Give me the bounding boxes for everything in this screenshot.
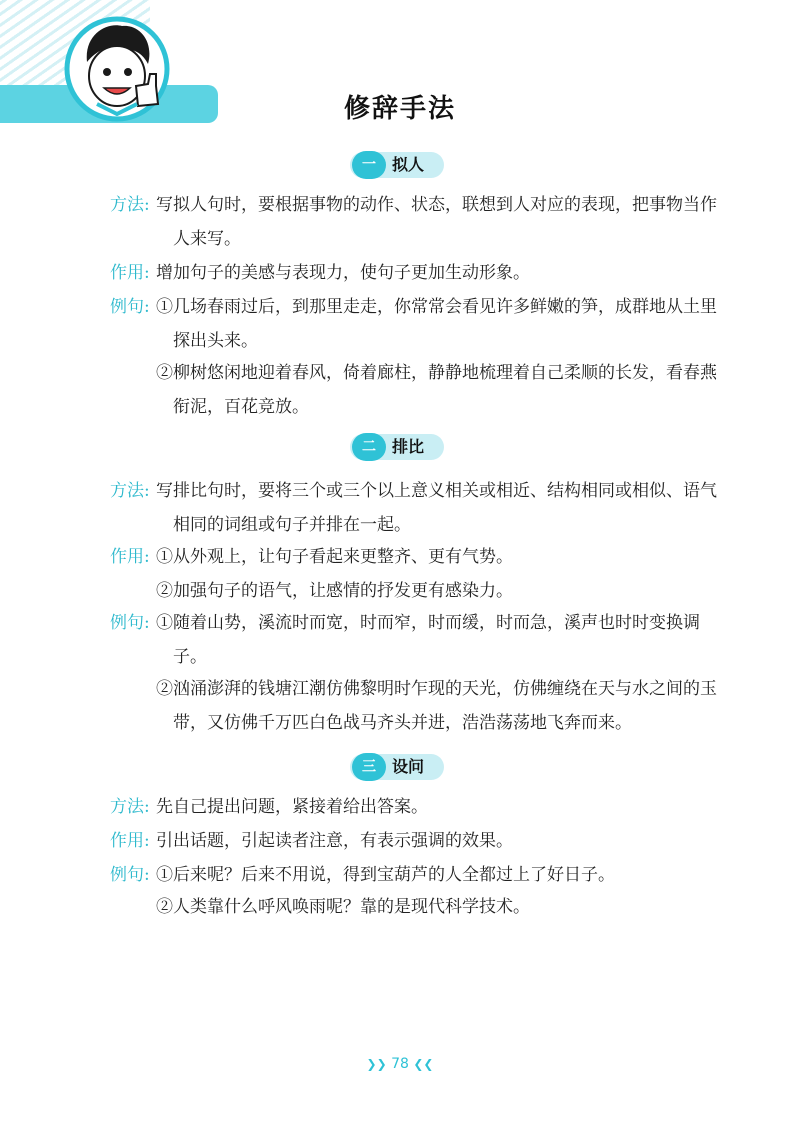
example-row [110,290,725,358]
example-text: ②人类靠什么呼风唤雨呢？靠的是现代科学技术。 [156,897,530,917]
effect-label: 作用: [110,263,150,283]
page-number-text: 78 [391,1056,409,1072]
effect-row [110,574,725,608]
example-text: ②汹涌澎湃的钱塘江潮仿佛黎明时乍现的天光，仿佛缠绕在天与水之间的玉带，又仿佛千万匹白色战马齐头并进，浩浩荡荡地飞奔而来。 [156,679,717,733]
section-title: 设问 [392,757,425,776]
method-row [110,188,725,256]
example-row [110,890,725,924]
section-title: 拟人 [392,155,425,174]
effect-label: 作用: [110,547,150,567]
method-text: 写拟人句时，要根据事物的动作、状态，联想到人对应的表现，把事物当作人来写。 [156,195,717,249]
effect-label: 作用: [110,831,150,851]
effect-row [110,540,725,574]
section-heading-parallelism [0,434,800,464]
example-row [110,672,725,740]
method-label: 方法: [110,797,150,817]
effect-text: ①从外观上，让句子看起来更整齐、更有气势。 [156,547,513,567]
section-title: 排比 [392,437,425,456]
chevron-right-icon: ❯❯ [366,1057,387,1071]
example-row [110,858,725,892]
page-number [0,1056,800,1072]
method-label: 方法: [110,481,150,501]
section-number-badge: 三 [352,753,386,781]
effect-row [110,256,725,290]
example-label: 例句: [110,865,150,885]
section-heading-rhetorical-question [0,754,800,784]
page-title: 修辞手法 [343,94,456,124]
effect-text: 引出话题，引起读者注意，有表示强调的效果。 [156,831,513,851]
example-text: ①几场春雨过后，到那里走走，你常常会看见许多鲜嫩的笋，成群地从土里探出头来。 [156,297,717,351]
chevron-left-icon: ❮❮ [413,1057,434,1071]
example-label: 例句: [110,297,150,317]
effect-row [110,824,725,858]
method-row [110,790,725,824]
method-row [110,474,725,542]
section-number-badge: 二 [352,433,386,461]
example-text: ①随着山势，溪流时而宽，时而窄，时而缓，时而急，溪声也时时变换调子。 [156,613,700,667]
method-text: 先自己提出问题，紧接着给出答案。 [156,797,428,817]
example-text: ①后来呢？后来不用说，得到宝葫芦的人全都过上了好日子。 [156,865,615,885]
example-row [110,356,725,424]
example-text: ②柳树悠闲地迎着春风，倚着廊柱，静静地梳理着自己柔顺的长发，看春燕衔泥，百花竞放。 [156,363,717,417]
example-row [110,606,725,674]
example-label: 例句: [110,613,150,633]
method-label: 方法: [110,195,150,215]
effect-text: 增加句子的美感与表现力，使句子更加生动形象。 [156,263,530,283]
effect-text: ②加强句子的语气，让感情的抒发更有感染力。 [156,581,513,601]
method-text: 写排比句时，要将三个或三个以上意义相关或相近、结构相同或相似、语气相同的词组或句子并排在一起。 [156,481,717,535]
section-number-badge: 一 [352,151,386,179]
section-heading-personification [0,152,800,182]
